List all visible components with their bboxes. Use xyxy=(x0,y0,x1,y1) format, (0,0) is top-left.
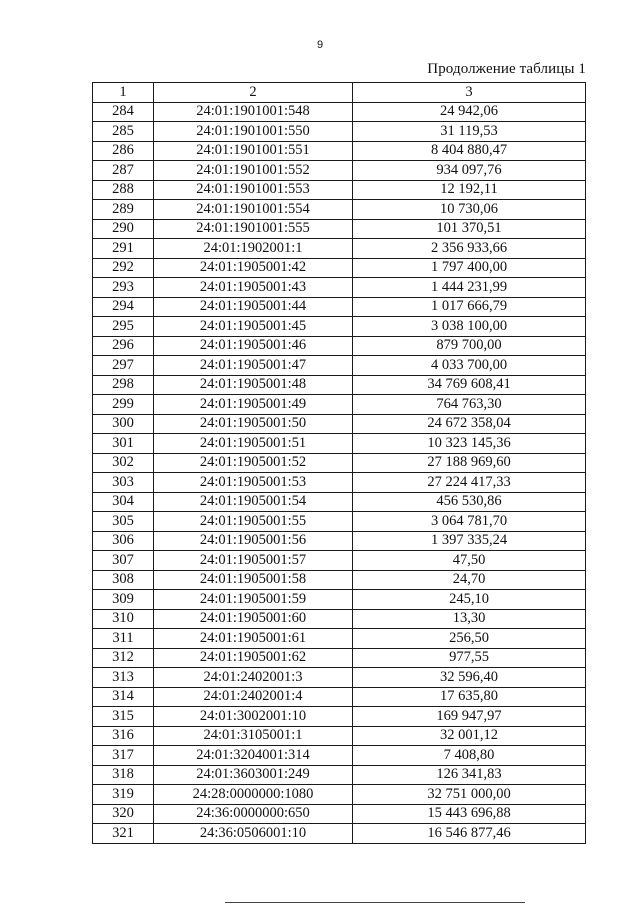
value-cell: 3 064 781,70 xyxy=(353,512,586,532)
table-row xyxy=(93,375,586,395)
cadastral-number-cell: 24:01:1905001:50 xyxy=(154,414,353,434)
cadastral-number-cell: 24:01:1905001:49 xyxy=(154,395,353,415)
row-number-cell: 289 xyxy=(93,200,154,220)
value-cell: 879 700,00 xyxy=(353,336,586,356)
row-number-cell: 319 xyxy=(93,785,154,805)
row-number-cell: 315 xyxy=(93,707,154,727)
value-cell: 12 192,11 xyxy=(353,180,586,200)
cadastral-number-cell: 24:01:1905001:57 xyxy=(154,551,353,571)
cadastral-number-cell: 24:01:1905001:59 xyxy=(154,590,353,610)
table-row xyxy=(93,492,586,512)
table-row xyxy=(93,609,586,629)
value-cell: 256,50 xyxy=(353,629,586,649)
row-number-cell: 311 xyxy=(93,629,154,649)
cadastral-number-cell: 24:01:1905001:51 xyxy=(154,434,353,454)
cadastral-number-cell: 24:01:1905001:46 xyxy=(154,336,353,356)
value-cell: 1 017 666,79 xyxy=(353,297,586,317)
table-row xyxy=(93,219,586,239)
row-number-cell: 288 xyxy=(93,180,154,200)
value-cell: 17 635,80 xyxy=(353,687,586,707)
value-cell: 16 546 877,46 xyxy=(353,824,586,844)
value-cell: 24,70 xyxy=(353,570,586,590)
value-cell: 31 119,53 xyxy=(353,122,586,142)
row-number-cell: 294 xyxy=(93,297,154,317)
row-number-cell: 300 xyxy=(93,414,154,434)
table-row xyxy=(93,317,586,337)
value-cell: 13,30 xyxy=(353,609,586,629)
cadastral-number-cell: 24:01:1905001:58 xyxy=(154,570,353,590)
row-number-cell: 296 xyxy=(93,336,154,356)
row-number-cell: 321 xyxy=(93,824,154,844)
table-row xyxy=(93,161,586,181)
table-row xyxy=(93,512,586,532)
table-row xyxy=(93,141,586,161)
row-number-cell: 318 xyxy=(93,765,154,785)
row-number-cell: 305 xyxy=(93,512,154,532)
value-cell: 24 942,06 xyxy=(353,102,586,122)
value-cell: 32 001,12 xyxy=(353,726,586,746)
table-row xyxy=(93,395,586,415)
cadastral-number-cell: 24:01:1905001:42 xyxy=(154,258,353,278)
cadastral-number-cell: 24:01:1905001:60 xyxy=(154,609,353,629)
value-cell: 34 769 608,41 xyxy=(353,375,586,395)
value-cell: 1 797 400,00 xyxy=(353,258,586,278)
table-row xyxy=(93,102,586,122)
row-number-cell: 302 xyxy=(93,453,154,473)
column-header: 1 xyxy=(93,83,154,103)
cadastral-number-cell: 24:01:1905001:61 xyxy=(154,629,353,649)
data-table xyxy=(92,82,586,844)
cadastral-number-cell: 24:01:1905001:53 xyxy=(154,473,353,493)
value-cell: 934 097,76 xyxy=(353,161,586,181)
table-row xyxy=(93,434,586,454)
value-cell: 1 444 231,99 xyxy=(353,278,586,298)
value-cell: 101 370,51 xyxy=(353,219,586,239)
row-number-cell: 285 xyxy=(93,122,154,142)
cadastral-number-cell: 24:01:1905001:48 xyxy=(154,375,353,395)
column-header: 3 xyxy=(353,83,586,103)
table-row xyxy=(93,824,586,844)
table-row xyxy=(93,726,586,746)
cadastral-number-cell: 24:01:3603001:249 xyxy=(154,765,353,785)
value-cell: 7 408,80 xyxy=(353,746,586,766)
row-number-cell: 308 xyxy=(93,570,154,590)
row-number-cell: 291 xyxy=(93,239,154,259)
row-number-cell: 314 xyxy=(93,687,154,707)
row-number-cell: 293 xyxy=(93,278,154,298)
cadastral-number-cell: 24:01:3002001:10 xyxy=(154,707,353,727)
row-number-cell: 309 xyxy=(93,590,154,610)
value-cell: 245,10 xyxy=(353,590,586,610)
cadastral-number-cell: 24:01:1901001:550 xyxy=(154,122,353,142)
row-number-cell: 307 xyxy=(93,551,154,571)
row-number-cell: 295 xyxy=(93,317,154,337)
table-row xyxy=(93,551,586,571)
table-row xyxy=(93,746,586,766)
value-cell: 2 356 933,66 xyxy=(353,239,586,259)
cadastral-number-cell: 24:01:1902001:1 xyxy=(154,239,353,259)
value-cell: 126 341,83 xyxy=(353,765,586,785)
table-row xyxy=(93,531,586,551)
row-number-cell: 284 xyxy=(93,102,154,122)
value-cell: 32 596,40 xyxy=(353,668,586,688)
table-row xyxy=(93,570,586,590)
cadastral-number-cell: 24:01:1901001:554 xyxy=(154,200,353,220)
value-cell: 977,55 xyxy=(353,648,586,668)
table-row xyxy=(93,356,586,376)
value-cell: 1 397 335,24 xyxy=(353,531,586,551)
value-cell: 47,50 xyxy=(353,551,586,571)
row-number-cell: 292 xyxy=(93,258,154,278)
cadastral-number-cell: 24:01:1905001:45 xyxy=(154,317,353,337)
bottom-divider xyxy=(225,902,525,903)
table-row xyxy=(93,180,586,200)
cadastral-number-cell: 24:01:1905001:56 xyxy=(154,531,353,551)
table-row xyxy=(93,785,586,805)
value-cell: 456 530,86 xyxy=(353,492,586,512)
table-row xyxy=(93,668,586,688)
cadastral-number-cell: 24:01:1905001:47 xyxy=(154,356,353,376)
row-number-cell: 316 xyxy=(93,726,154,746)
row-number-cell: 298 xyxy=(93,375,154,395)
value-cell: 764 763,30 xyxy=(353,395,586,415)
cadastral-number-cell: 24:01:1901001:553 xyxy=(154,180,353,200)
row-number-cell: 303 xyxy=(93,473,154,493)
row-number-cell: 286 xyxy=(93,141,154,161)
row-number-cell: 310 xyxy=(93,609,154,629)
table-row xyxy=(93,473,586,493)
row-number-cell: 320 xyxy=(93,804,154,824)
cadastral-number-cell: 24:01:1905001:54 xyxy=(154,492,353,512)
cadastral-number-cell: 24:01:1901001:548 xyxy=(154,102,353,122)
page-number: 9 xyxy=(316,39,324,51)
cadastral-number-cell: 24:01:1901001:551 xyxy=(154,141,353,161)
table-row xyxy=(93,687,586,707)
cadastral-number-cell: 24:28:0000000:1080 xyxy=(154,785,353,805)
value-cell: 4 033 700,00 xyxy=(353,356,586,376)
row-number-cell: 297 xyxy=(93,356,154,376)
table-row xyxy=(93,804,586,824)
table-row xyxy=(93,590,586,610)
table-row xyxy=(93,258,586,278)
cadastral-number-cell: 24:36:0506001:10 xyxy=(154,824,353,844)
cadastral-number-cell: 24:01:1905001:43 xyxy=(154,278,353,298)
table-row xyxy=(93,239,586,259)
value-cell: 27 224 417,33 xyxy=(353,473,586,493)
row-number-cell: 304 xyxy=(93,492,154,512)
value-cell: 32 751 000,00 xyxy=(353,785,586,805)
value-cell: 27 188 969,60 xyxy=(353,453,586,473)
table-body xyxy=(93,83,586,844)
table-row xyxy=(93,297,586,317)
value-cell: 169 947,97 xyxy=(353,707,586,727)
row-number-cell: 299 xyxy=(93,395,154,415)
row-number-cell: 290 xyxy=(93,219,154,239)
value-cell: 10 730,06 xyxy=(353,200,586,220)
table-row xyxy=(93,200,586,220)
table-row xyxy=(93,453,586,473)
row-number-cell: 312 xyxy=(93,648,154,668)
table-row xyxy=(93,629,586,649)
value-cell: 10 323 145,36 xyxy=(353,434,586,454)
cadastral-number-cell: 24:01:1905001:62 xyxy=(154,648,353,668)
cadastral-number-cell: 24:01:1905001:44 xyxy=(154,297,353,317)
table-row xyxy=(93,648,586,668)
row-number-cell: 313 xyxy=(93,668,154,688)
table-caption: Продолжение таблицы 1 xyxy=(427,61,586,77)
cadastral-number-cell: 24:01:3105001:1 xyxy=(154,726,353,746)
table-row xyxy=(93,707,586,727)
cadastral-number-cell: 24:01:1905001:55 xyxy=(154,512,353,532)
cadastral-number-cell: 24:01:1905001:52 xyxy=(154,453,353,473)
table-row xyxy=(93,765,586,785)
row-number-cell: 287 xyxy=(93,161,154,181)
cadastral-number-cell: 24:01:1901001:555 xyxy=(154,219,353,239)
cadastral-number-cell: 24:01:2402001:4 xyxy=(154,687,353,707)
table-row xyxy=(93,336,586,356)
cadastral-number-cell: 24:01:2402001:3 xyxy=(154,668,353,688)
table-row xyxy=(93,122,586,142)
value-cell: 8 404 880,47 xyxy=(353,141,586,161)
column-header: 2 xyxy=(154,83,353,103)
row-number-cell: 301 xyxy=(93,434,154,454)
cadastral-number-cell: 24:01:1901001:552 xyxy=(154,161,353,181)
row-number-cell: 317 xyxy=(93,746,154,766)
cadastral-number-cell: 24:36:0000000:650 xyxy=(154,804,353,824)
table-header-row xyxy=(93,83,586,103)
row-number-cell: 306 xyxy=(93,531,154,551)
value-cell: 24 672 358,04 xyxy=(353,414,586,434)
table-row xyxy=(93,278,586,298)
value-cell: 3 038 100,00 xyxy=(353,317,586,337)
table-row xyxy=(93,414,586,434)
cadastral-number-cell: 24:01:3204001:314 xyxy=(154,746,353,766)
value-cell: 15 443 696,88 xyxy=(353,804,586,824)
